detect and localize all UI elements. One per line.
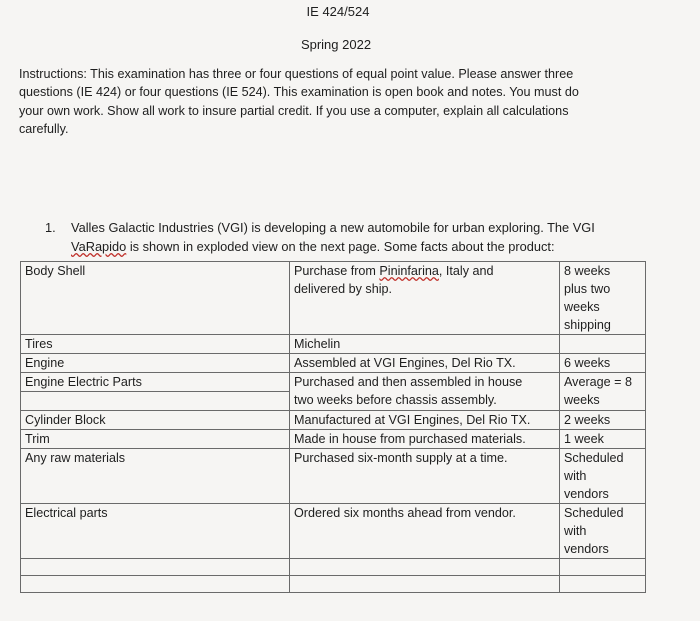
item-cell: Electrical parts (21, 504, 290, 559)
table-row (21, 576, 646, 593)
course-title: IE 424/524 (306, 4, 370, 19)
item-cell: Body Shell (21, 262, 290, 335)
table-row (21, 335, 646, 411)
item-cell: Tires Engine Engine Electric Parts (21, 335, 290, 411)
instructions-line: carefully. (19, 122, 69, 137)
source-cell: Ordered six months ahead from vendor. (290, 504, 560, 559)
term-label: Spring 2022 (300, 37, 372, 52)
source-cell (290, 576, 560, 593)
time-cell (560, 559, 646, 576)
time-cell (560, 576, 646, 593)
time-cell: 8 weeks plus two weeks shipping (560, 262, 646, 335)
source-cell: Manufactured at VGI Engines, Del Rio TX. Made in house from purchased materials. Purchased six-month supply at a time. (290, 411, 560, 504)
product-facts-table (20, 261, 646, 593)
table-row (21, 559, 646, 576)
table-row (21, 411, 646, 504)
time-cell: Scheduled with vendors (560, 504, 646, 559)
item-cell (21, 559, 290, 576)
instructions-line: questions (IE 424) or four questions (IE 524). This examination is open book and notes. You must do (19, 85, 579, 100)
instructions-paragraph (19, 65, 639, 139)
table-row (21, 262, 646, 335)
time-cell: 2 weeks 1 week Scheduled with vendors (560, 411, 646, 504)
time-cell: 6 weeks Average = 8 weeks (560, 335, 646, 411)
instructions-line: your own work. Show all work to insure partial credit. If you use a computer, explain all calculations (19, 103, 569, 118)
source-cell: Purchase from Pininfarina, Italy and delivered by ship. (290, 262, 560, 335)
table-row (21, 504, 646, 559)
question-number: 1. (45, 220, 56, 235)
source-cell: Michelin Assembled at VGI Engines, Del Rio TX. Purchased and then assembled in house two weeks before chassis assembly. (290, 335, 560, 411)
item-cell: Cylinder Block Trim Any raw materials (21, 411, 290, 504)
question-line-2-rest: is shown in exploded view on the next page. Some facts about the product: (126, 239, 555, 254)
source-cell (290, 559, 560, 576)
instructions-line: Instructions: This examination has three or four questions of equal point value. Please answer three (19, 67, 574, 81)
product-name: VaRapido (71, 239, 127, 254)
question-line-1: Valles Galactic Industries (VGI) is developing a new automobile for urban exploring. The VGI (71, 220, 595, 235)
vendor-name: Pininfarina (379, 264, 439, 278)
question-line-2 (71, 237, 647, 256)
item-cell (21, 576, 290, 593)
question-1 (47, 218, 647, 256)
